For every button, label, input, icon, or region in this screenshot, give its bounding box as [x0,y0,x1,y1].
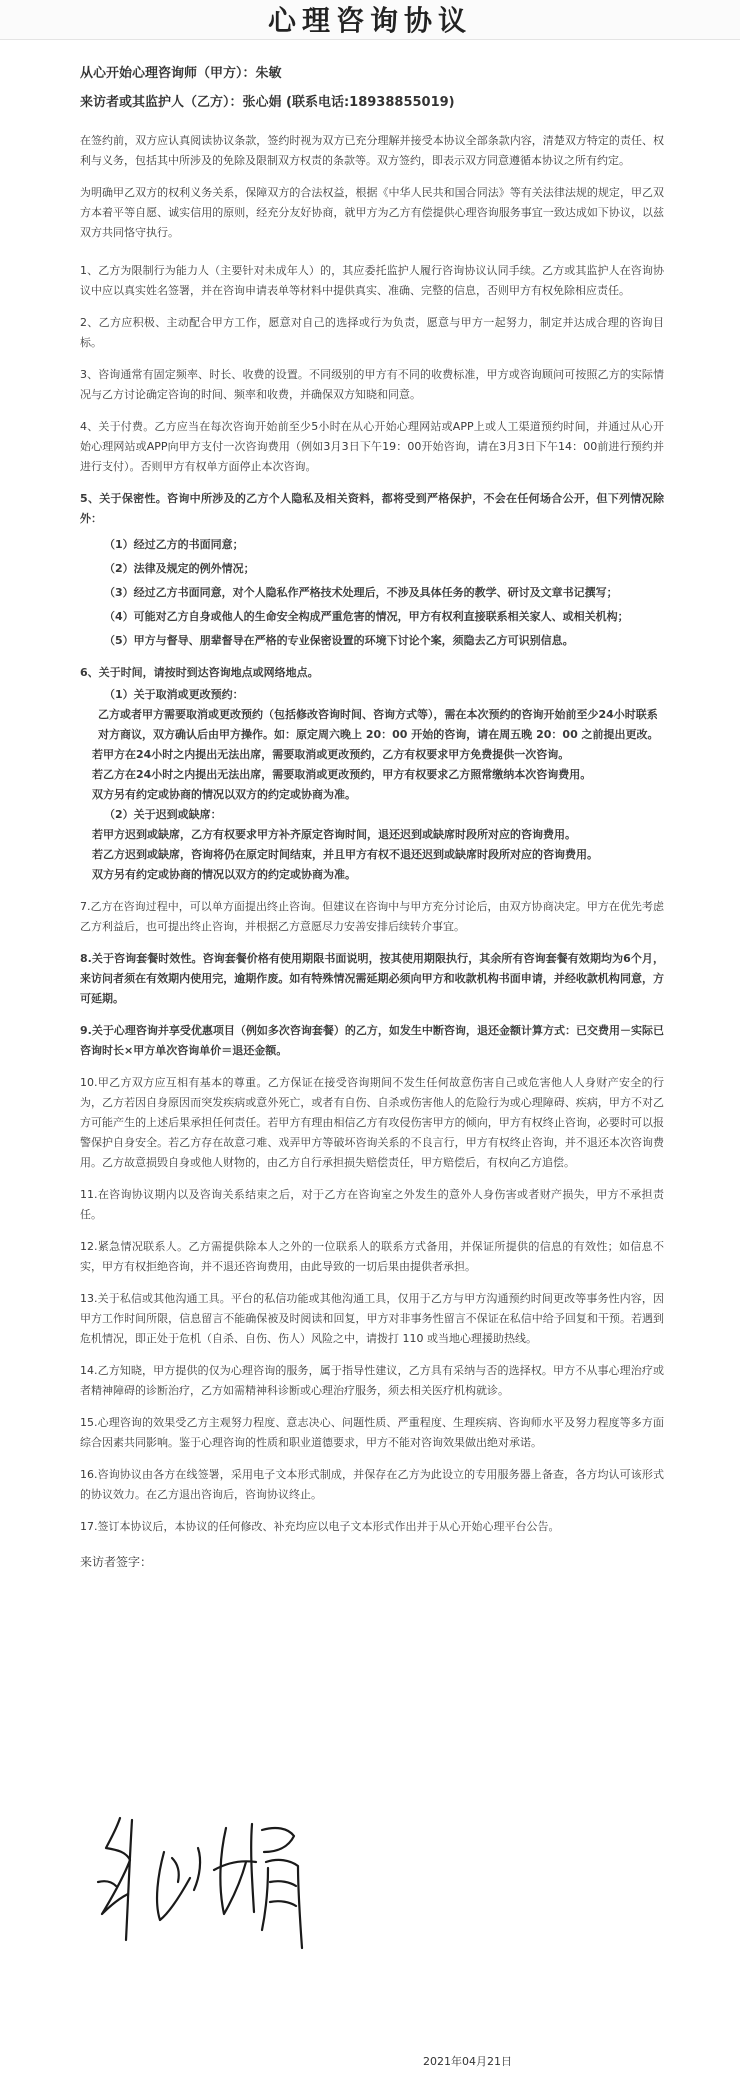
late-absent-line: 若甲方迟到或缺席，乙方有权要求甲方补齐原定咨询时间，退还迟到或缺席时段所对应的咨询费用。 [92,828,576,841]
clause-6-intro: 6、关于时间，请按时到达咨询地点或网络地点。 [80,666,319,679]
clause-8: 8.关于咨询套餐时效性。咨询套餐价格有使用期限书面说明，按其使用期限执行，其余所有咨询套餐有效期均为6个月，来访问者须在有效期内使用完，逾期作废。如有特殊情况需延期必须向甲方和收款机构书面申请，并经收款机构同意，方可延期。 [80,952,664,1005]
party-a: 从心开始心理咨询师（甲方）：朱敏 [80,66,282,81]
party-b: 来访者或其监护人（乙方）：张心娟 (联系电话:18938855019) [80,95,455,110]
clause-11: 11.在咨询协议期内以及咨询关系结束之后，对于乙方在咨询室之外发生的意外人身伤害或者财产损失，甲方不承担责任。 [80,1188,664,1221]
handwritten-signature [80,1790,340,1960]
cancel-reschedule-line: 双方另有约定或协商的情况以双方的约定或协商为准。 [92,788,356,801]
clause-14: 14.乙方知晓，甲方提供的仅为心理咨询的服务，属于指导性建议，乙方具有采纳与否的选择权。甲方不从事心理治疗或者精神障碍的诊断治疗，乙方如需精神科诊断或心理治疗服务，须去相关医疗机构就诊。 [80,1364,664,1397]
cancel-reschedule-line: 若甲方在24小时之内提出无法出席，需要取消或更改预约，乙方有权要求甲方免费提供一次咨询。 [92,748,570,761]
list-item: （5）甲方与督导、朋辈督导在严格的专业保密设置的环境下讨论个案，须隐去乙方可识别信息。 [104,634,574,647]
clause-5-intro: 5、关于保密性。咨询中所涉及的乙方个人隐私及相关资料，都将受到严格保护，不会在任何场合公开，但下列情况除外： [80,492,664,525]
clause-1: 1、乙方为限制行为能力人（主要针对未成年人）的，其应委托监护人履行咨询协议认同手续。乙方或其监护人在咨询协议中应以真实姓名签署，并在咨询申请表单等材料中提供真实、准确、完整的信息，否则甲方有权免除相应责任。 [80,264,664,297]
clause-2: 2、乙方应积极、主动配合甲方工作，愿意对自己的选择或行为负责，愿意与甲方一起努力，制定并达成合理的咨询目标。 [80,316,664,349]
late-absent-line: 双方另有约定或协商的情况以双方的约定或协商为准。 [92,868,356,881]
late-absent-line: 若乙方迟到或缺席，咨询将仍在原定时间结束，并且甲方有权不退还迟到或缺席时段所对应的咨询费用。 [92,848,598,861]
list-item: （1）经过乙方的书面同意； [104,538,244,551]
clause-7: 7.乙方在咨询过程中，可以单方面提出终止咨询。但建议在咨询中与甲方充分讨论后，由双方协商决定。甲方在优先考虑乙方利益后，也可提出终止咨询，并根据乙方意愿尽力安善安排后续转介事宜。 [80,900,664,933]
intro-paragraph: 为明确甲乙双方的权利义务关系，保障双方的合法权益，根据《中华人民共和国合同法》等有关法律法规的规定，甲乙双方本着平等自愿、诚实信用的原则，经充分友好协商，就甲方为乙方有偿提供心理咨询服务事宜一致达成如下协议，以兹双方共同恪守执行。 [80,186,664,239]
list-item: （3）经过乙方书面同意，对个人隐私作严格技术处理后，不涉及具体任务的教学、研讨及文章书记撰写； [104,586,618,599]
signature-label: 来访者签字： [80,1555,153,1569]
clause-10: 10.甲乙方双方应互相有基本的尊重。乙方保证在接受咨询期间不发生任何故意伤害自己或危害他人人身财产安全的行为，乙方若因自身原因而突发疾病或意外死亡，或者有自伤、自杀或伤害他人的危险行为或心理障碍、疾病，甲方不对乙方可能产生的上述后果承担任何责任。若甲方有理由相信乙方有攻侵伤害甲方的倾向，甲方有权终止咨询，必要时可以报警保护自身安全。若乙方存在故意刁难、戏弄甲方等破坏咨询关系的不良言行，甲方有权终止咨询，并不退还本次咨询费用。乙方故意损毁自身或他人财物的，由乙方自行承担损失赔偿责任，甲方赔偿后，有权向乙方追偿。 [80,1076,664,1169]
page-title: 心理咨询协议 [0,0,740,40]
late-absent-title: （2）关于迟到或缺席： [104,808,222,821]
clause-17: 17.签订本协议后，本协议的任何修改、补充均应以电子文本形式作出并于从心开始心理平台公告。 [80,1520,560,1533]
clause-4: 4、关于付费。乙方应当在每次咨询开始前至少5小时在从心开始心理网站或APP上或人工渠道预约时间，并通过从心开始心理网站或APP向甲方支付一次咨询费用（例如3月3日下午19：00开始咨询，请在3月3日下午14：00前进行预约并进行支付）。否则甲方有权单方面停止本次咨询。 [80,420,664,473]
clause-9: 9.关于心理咨询并享受优惠项目（例如多次咨询套餐）的乙方，如发生中断咨询，退还金额计算方式：已交费用－实际已咨询时长×甲方单次咨询单价＝退还金额。 [80,1024,664,1057]
cancel-reschedule-line: 若乙方在24小时之内提出无法出席，需要取消或更改预约，甲方有权要求乙方照常缴纳本次咨询费用。 [92,768,592,781]
cancel-reschedule-title: （1）关于取消或更改预约： [104,688,244,701]
clause-12: 12.紧急情况联系人。乙方需提供除本人之外的一位联系人的联系方式备用，并保证所提供的信息的有效性；如信息不实，甲方有权拒绝咨询，并不退还咨询费用，由此导致的一切后果由提供者承担。 [80,1240,664,1273]
cancel-reschedule-line: 乙方或者甲方需要取消或更改预约（包括修改咨询时间、咨询方式等），需在本次预约的咨询开始前至少24小时联系对方商议，双方确认后由甲方操作。如：原定周六晚上 20：00 开始的咨询，请在周五晚 20：00 之前提出更改。 [98,708,659,741]
list-item: （4）可能对乙方自身或他人的生命安全构成严重危害的情况，甲方有权利直接联系相关家人、或相关机构； [104,610,629,623]
clause-13: 13.关于私信或其他沟通工具。平台的私信功能或其他沟通工具，仅用于乙方与甲方沟通预约时间更改等事务性内容，因甲方工作时间所限，信息留言不能确保被及时阅读和回复，甲方对非事务性留言不保证在私信中给予回复和干预。若遇到危机情况，即正处于危机（自杀、自伤、伤人）风险之中，请拨打 110 或当地心理援助热线。 [80,1292,664,1345]
confidentiality-exceptions [80,535,664,651]
intro-paragraph: 在签约前，双方应认真阅读协议条款，签约时视为双方已充分理解并接受本协议全部条款内容，清楚双方特定的责任、权利与义务，包括其中所涉及的免除及限制双方权责的条款等。双方签约，即表示双方同意遵循本协议之所有约定。 [80,134,664,167]
clause-3: 3、咨询通常有固定频率、时长、收费的设置。不同级别的甲方有不同的收费标准，甲方或咨询顾问可按照乙方的实际情况与乙方讨论确定咨询的时间、频率和收费，并确保双方知晓和同意。 [80,368,664,401]
list-item: （2）法律及规定的例外情况； [104,562,255,575]
agreement-body [0,40,740,1570]
clause-15: 15.心理咨询的效果受乙方主观努力程度、意志决心、问题性质、严重程度、生理疾病、咨询师水平及努力程度等多方面综合因素共同影响。鉴于心理咨询的性质和职业道德要求，甲方不能对咨询效果做出绝对承诺。 [80,1416,664,1449]
party-info [80,64,664,113]
signing-date: 2021年04月21日 [423,2055,512,2068]
clause-16: 16.咨询协议由各方在线签署，采用电子文本形式制成，并保存在乙方为此设立的专用服务器上备查，各方均认可该形式的协议效力。在乙方退出咨询后，咨询协议终止。 [80,1468,664,1501]
